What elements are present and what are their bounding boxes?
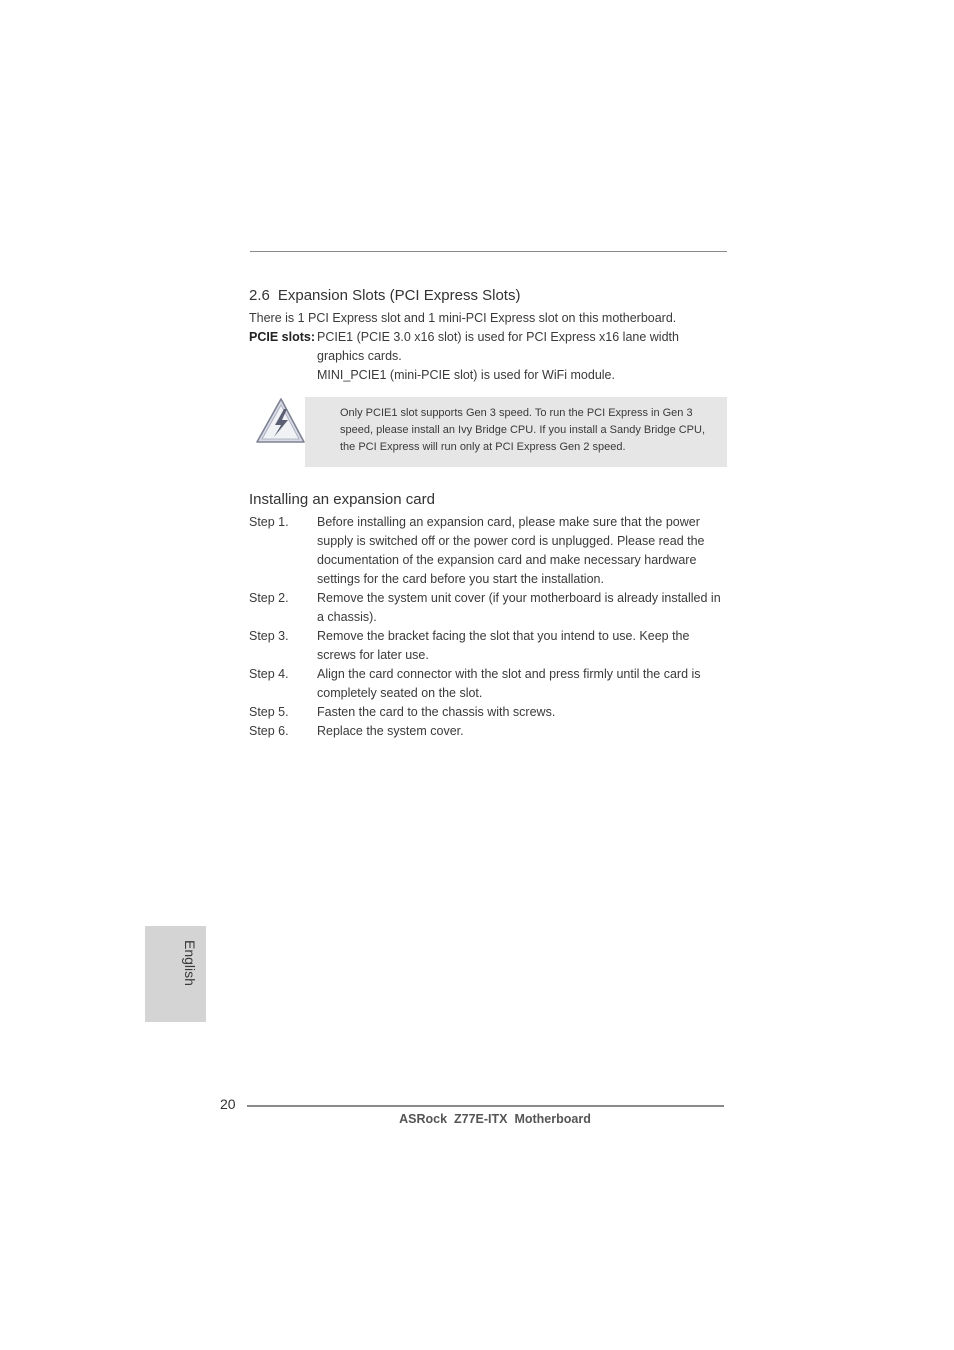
page-number: 20: [220, 1096, 236, 1112]
bottom-divider: [247, 1105, 724, 1107]
step-label: Step 5.: [249, 705, 289, 719]
step-item: [249, 513, 729, 589]
section-number: 2.6: [249, 287, 270, 304]
step-label: Step 2.: [249, 591, 289, 605]
pcie-line: MINI_PCIE1 (mini-PCIE slot) is used for WiFi module.: [317, 368, 615, 382]
pcie-slots-description: [317, 328, 729, 385]
top-divider: [250, 251, 727, 252]
step-label: Step 3.: [249, 629, 289, 643]
step-label: Step 4.: [249, 667, 289, 681]
pcie-line: PCIE1 (PCIE 3.0 x16 slot) is used for PCI Express x16 lane width graphics cards.: [317, 330, 679, 363]
step-text: Before installing an expansion card, please make sure that the power supply is switched off or the power cord is unplugged. Please read the documentation of the expansion card and make necessary hardware settings for the card before you start the installation.: [317, 515, 705, 586]
footer-product-name: ASRock Z77E-ITX Motherboard: [399, 1112, 591, 1126]
note-box: [305, 397, 727, 467]
step-text: Replace the system cover.: [317, 724, 464, 738]
step-item: [249, 627, 729, 665]
language-side-tab: [145, 926, 206, 1022]
section-title: [249, 287, 520, 304]
step-item: [249, 722, 729, 741]
step-text: Remove the system unit cover (if your motherboard is already installed in a chassis).: [317, 591, 721, 624]
note-text: Only PCIE1 slot supports Gen 3 speed. To run the PCI Express in Gen 3 speed, please install an Ivy Bridge CPU. If you install a Sandy Bridge CPU, the PCI Express will run only at PCI Express Gen 2 speed.: [340, 407, 706, 453]
warning-lightning-icon: [254, 396, 306, 444]
step-label: Step 6.: [249, 724, 289, 738]
pcie-slots-block: [249, 328, 729, 385]
step-label: Step 1.: [249, 515, 289, 529]
language-label: English: [182, 940, 198, 986]
step-item: [249, 665, 729, 703]
intro-paragraph: There is 1 PCI Express slot and 1 mini-PCI Express slot on this motherboard.: [249, 311, 677, 325]
pcie-slots-label: PCIE slots:: [249, 330, 315, 344]
step-text: Align the card connector with the slot and press firmly until the card is completely seated on the slot.: [317, 667, 701, 700]
step-text: Fasten the card to the chassis with screws.: [317, 705, 556, 719]
step-item: [249, 703, 729, 722]
section-title-text: Expansion Slots (PCI Express Slots): [277, 287, 521, 304]
install-title: Installing an expansion card: [249, 491, 435, 508]
step-text: Remove the bracket facing the slot that you intend to use. Keep the screws for later use.: [317, 629, 690, 662]
install-steps: [249, 513, 729, 741]
step-item: [249, 589, 729, 627]
